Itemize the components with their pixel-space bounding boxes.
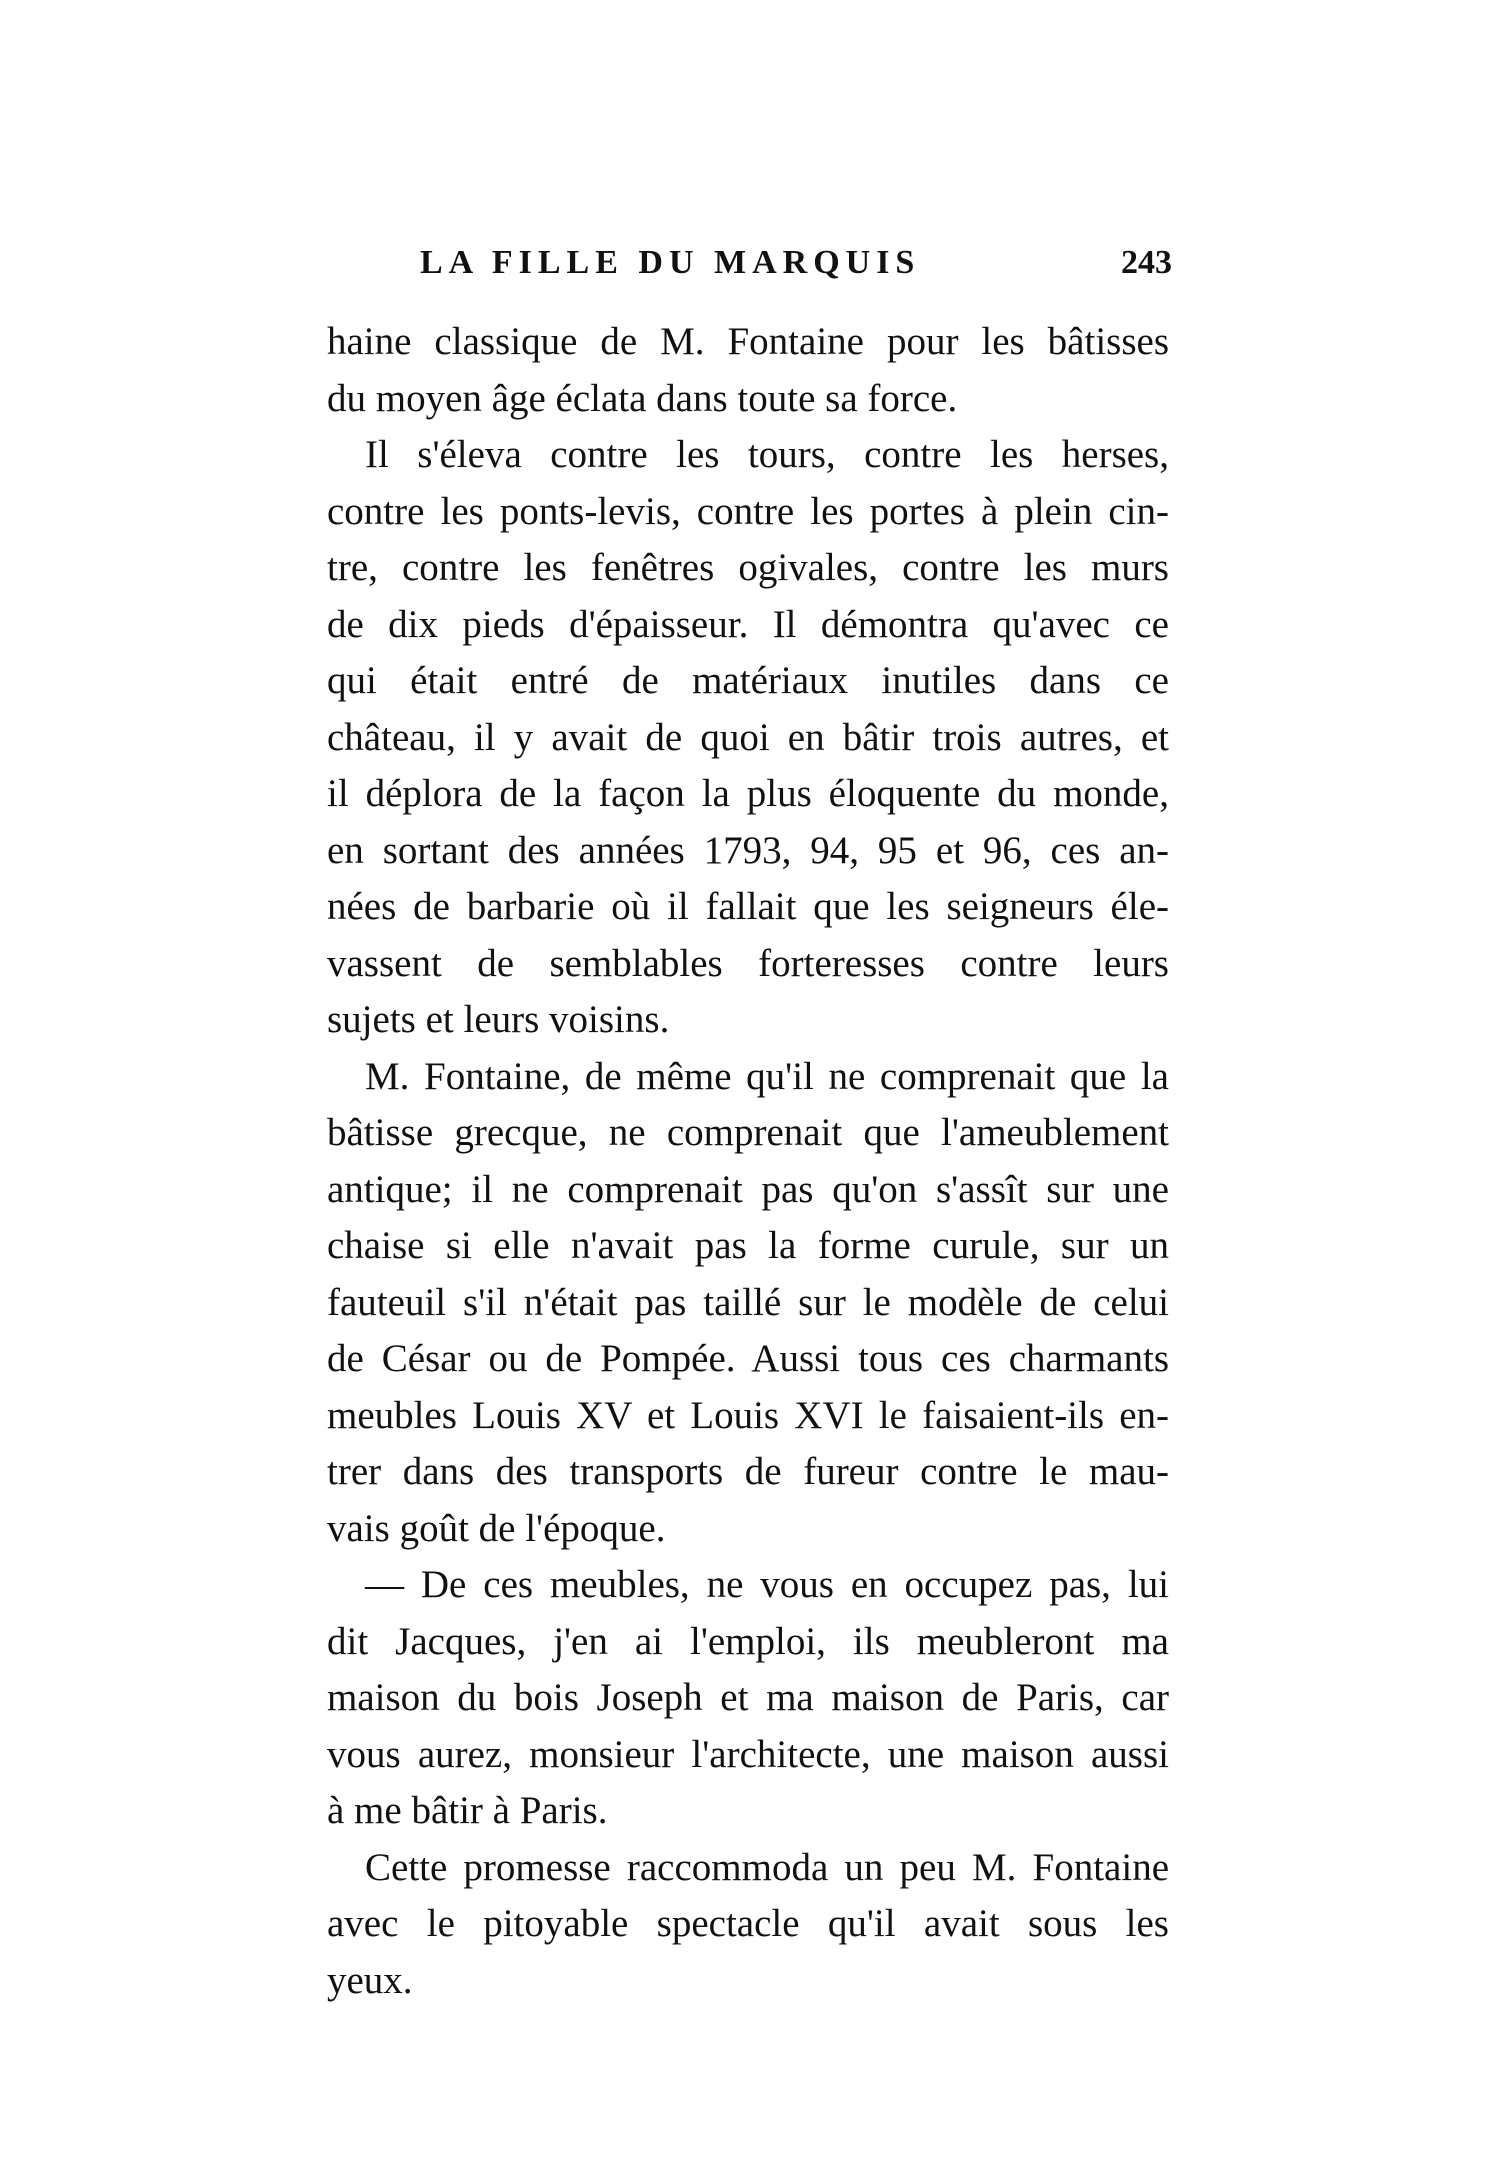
text-line: du moyen âge éclata dans toute sa force. (327, 376, 958, 420)
text-line: bâtisse grecque, ne comprenait que l'ameublement (327, 1111, 1169, 1154)
text-line: fauteuil s'il n'était pas taillé sur le modèle de celui (327, 1280, 1169, 1324)
text-line: chaise si elle n'avait pas la forme curule, sur un (327, 1224, 1169, 1267)
text-line: à me bâtir à Paris. (327, 1789, 608, 1832)
text-line: haine classique de M. Fontaine pour les bâtisses (327, 320, 1169, 363)
text-line: Cette promesse raccommoda un peu M. Fontaine (365, 1845, 1169, 1889)
text-line: nées de barbarie où il fallait que les seigneurs éle- (327, 885, 1169, 928)
text-line: sujets et leurs voisins. (327, 998, 670, 1041)
page-number: 243 (1121, 244, 1172, 281)
text-line: contre les ponts-levis, contre les portes à plein cin- (327, 489, 1169, 533)
text-line: en sortant des années 1793, 94, 95 et 96, ces an- (327, 828, 1169, 872)
running-header (420, 244, 1172, 300)
text-line: antique; il ne comprenait pas qu'on s'assît sur une (327, 1167, 1169, 1211)
text-line: dit Jacques, j'en ai l'emploi, ils meubleront ma (327, 1619, 1169, 1663)
text-line: château, il y avait de quoi en bâtir trois autres, et (327, 715, 1169, 759)
text-line: vais goût de l'époque. (327, 1506, 666, 1550)
text-line: M. Fontaine, de même qu'il ne comprenait que la (365, 1054, 1169, 1098)
text-line: tre, contre les fenêtres ogivales, contre les murs (327, 546, 1169, 589)
text-line: il déplora de la façon la plus éloquente du monde, (327, 772, 1169, 815)
text-line: vassent de semblables forteresses contre leurs (327, 941, 1169, 985)
page-body-text (327, 314, 1169, 2009)
text-line: qui était entré de matériaux inutiles dans ce (327, 659, 1169, 702)
text-line: — De ces meubles, ne vous en occupez pas, lui (365, 1563, 1169, 1606)
text-line: de César ou de Pompée. Aussi tous ces charmants (327, 1337, 1169, 1380)
text-line: trer dans des transports de fureur contre le mau- (327, 1450, 1169, 1493)
text-line: de dix pieds d'épaisseur. Il démontra qu'avec ce (327, 602, 1169, 646)
text-line: Il s'éleva contre les tours, contre les herses, (365, 433, 1169, 476)
running-title: LA FILLE DU MARQUIS (420, 244, 921, 281)
text-line: vous aurez, monsieur l'architecte, une maison aussi (327, 1732, 1169, 1776)
text-line: meubles Louis XV et Louis XVI le faisaient-ils en- (327, 1393, 1169, 1437)
text-line: avec le pitoyable spectacle qu'il avait sous les (327, 1902, 1169, 1945)
text-line: yeux. (327, 1958, 413, 2002)
text-line: maison du bois Joseph et ma maison de Paris, car (327, 1676, 1169, 1719)
